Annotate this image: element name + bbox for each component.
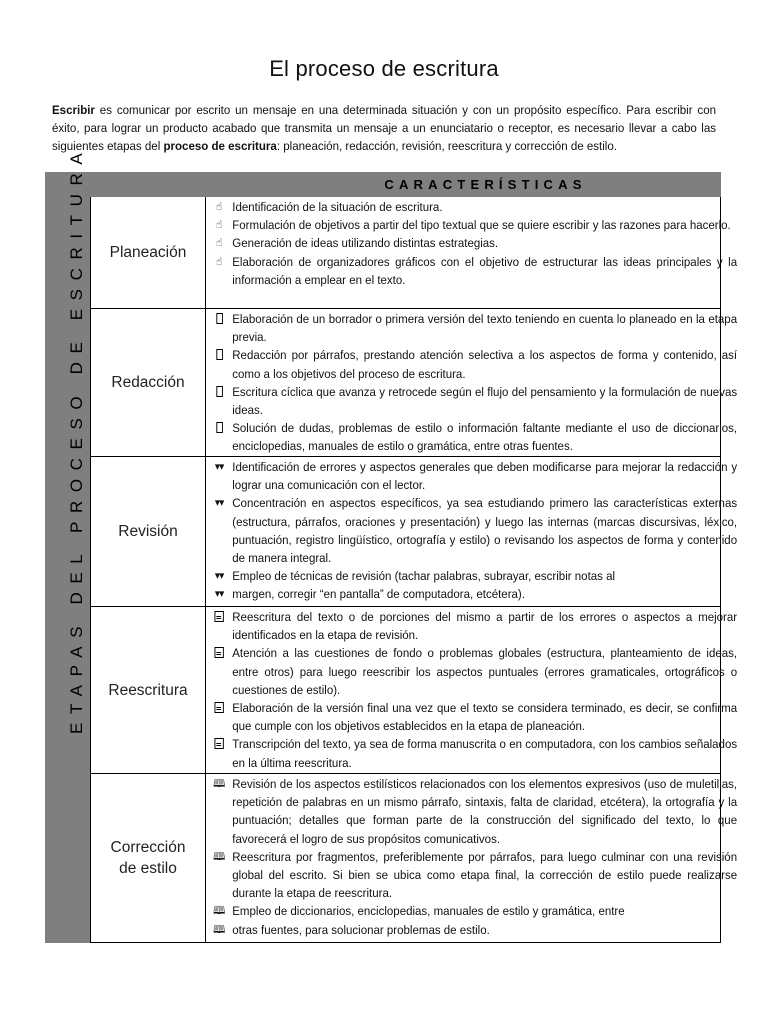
list-item-text: Transcripción del texto, ya sea de forma manuscrita o en computadora, con los cambios señalados en la última reescritura. — [232, 737, 738, 770]
table-row-reescritura — [91, 606, 738, 773]
list-item — [207, 735, 737, 771]
list-item-text: Formulación de objetivos a partir del tipo textual que se quiere escribir y las razones para hacerlo. — [232, 218, 731, 233]
list-item-text: Escritura cíclica que avanza y retrocede según el flujo del pensamiento y la formulación de nuevas ideas. — [232, 384, 738, 418]
stage-name: Revisión — [91, 457, 206, 606]
list-item-text: Redacción por párrafos, prestando atención selectiva a los aspectos de forma y contenido, así como a los objetivos del proceso de escritura. — [232, 348, 738, 381]
list-item-text: margen, corregir “en pantalla” de computadora, etcétera). — [232, 587, 525, 602]
list-item-text: Elaboración de organizadores gráficos con el objetivo de estructurar las ideas principales y la información a emplear en el texto. — [232, 254, 738, 287]
book-icon: 🕮 — [213, 850, 226, 863]
hand-icon: ☝ — [216, 219, 223, 232]
box-icon — [213, 383, 226, 403]
table-row-correccion — [91, 773, 738, 942]
document-icon — [213, 608, 226, 628]
table-row-redaccion — [91, 308, 738, 456]
intro-text-1: es comunicar por escrito un mensaje en una determinada situación y con un propósito específico. Para escribir con éxito, para lograr un producto acabado que transmita un mensaje a un enunciatario o receptor, es necesario llevar a cabo las siguientes etapas del — [52, 103, 717, 154]
list-item-text: Revisión de los aspectos estilísticos relacionados con los elementos expresivos (uso de muletillas, repetición de palabras en un mismo párrafo, sintaxis, falta de claridad, etcétera), la ortografía y la puntuación; detalles que forman parte de la construcción del significado del texto, lo que favorecerá el logro de sus propósitos comunicativos. — [232, 777, 738, 846]
intro-paragraph — [52, 101, 716, 156]
list-item — [207, 458, 737, 494]
document-icon — [213, 699, 226, 719]
hand-icon: ☝ — [216, 201, 223, 213]
list-item — [207, 346, 737, 382]
stage-name: Redacción — [91, 309, 206, 456]
list-item — [207, 253, 737, 289]
list-item-text: otras fuentes, para solucionar problemas de estilo. — [232, 922, 490, 937]
document-icon — [213, 735, 226, 755]
list-item — [207, 216, 737, 234]
list-item — [207, 310, 737, 346]
list-item-text: Solución de dudas, problemas de estilo o información faltante mediante el uso de diccionarios, enciclopedias, manuales de estilo o gramática, entre otras fuentes. — [232, 421, 738, 454]
list-item — [207, 234, 737, 252]
side-band — [45, 144, 90, 943]
list-item-text: Empleo de diccionarios, enciclopedias, manuales de estilo y gramática, entre — [232, 904, 625, 919]
list-item-text: Elaboración de un borrador o primera versión del texto teniendo en cuenta lo planeado en la etapa previa. — [232, 312, 738, 345]
list-item — [207, 494, 737, 567]
list-item-text: Reescritura por fragmentos, preferiblemente por párrafos, para luego culminar con una revisión global del escrito. Si bien se ubica como etapa final, la corrección de estilo puede realizarse durante la etapa de reescritura. — [232, 849, 738, 901]
hand-icon: ☝ — [216, 237, 223, 250]
stage-items — [207, 458, 738, 604]
list-item — [207, 383, 737, 419]
book-icon: 🕮 — [213, 778, 226, 790]
side-label: ETAPAS DEL PROCESO DE ESCRITURA — [67, 144, 86, 734]
eyes-icon: ▾▾ — [214, 461, 224, 473]
list-item — [207, 198, 737, 216]
list-item — [207, 419, 737, 455]
box-icon — [213, 310, 226, 330]
stage-items — [207, 198, 738, 289]
stage-items — [207, 775, 738, 939]
list-item — [207, 567, 737, 585]
page-title: El proceso de escritura — [269, 56, 499, 81]
list-item — [207, 902, 737, 920]
intro-text-2: : planeación, redacción, revisión, reescritura y corrección de estilo. — [276, 139, 617, 154]
intro-bold-escribir: Escribir — [52, 103, 95, 117]
stage-name: Corrección de estilo — [91, 774, 206, 942]
box-icon — [213, 419, 226, 439]
stage-items — [207, 310, 738, 456]
list-item — [207, 775, 737, 848]
list-item — [207, 921, 737, 939]
stage-name: Planeación — [91, 197, 206, 308]
list-item — [207, 585, 737, 603]
list-item — [207, 608, 737, 644]
header-band — [90, 172, 721, 197]
list-item-text: Concentración en aspectos específicos, ya sea estudiando primero las características externas (estructura, párrafos, oraciones y presentación) y luego las internas (marcas discursivas, léxico, puntuación, registro lingüístico, ortografía y estilo) o revisando los aspectos de forma y contenido de manera integral. — [232, 496, 738, 566]
list-item-text: Identificación de la situación de escritura. — [232, 200, 443, 214]
book-icon: 🕮 — [213, 905, 226, 918]
list-item-text: Atención a las cuestiones de fondo o problemas globales (estructura, planteamiento de ideas, entre otros) para luego reescribir los aspectos puntuales (errores gramaticales, ortográficos o cuestiones de estilo). — [232, 646, 738, 697]
hand-icon: ☝ — [216, 255, 223, 268]
table-row-planeacion — [91, 197, 738, 308]
intro-bold-proceso: proceso de escritura — [163, 139, 277, 154]
book-icon: 🕮 — [213, 923, 226, 936]
table-row-revision — [91, 456, 738, 606]
stage-items — [207, 608, 738, 772]
stage-name: Reescritura — [91, 607, 206, 773]
list-item-text: Elaboración de la versión final una vez que el texto se considera terminado, es decir, se confirma que cumple con los objetivos establecidos en la etapa de planeación. — [232, 701, 738, 734]
box-icon — [213, 346, 226, 366]
list-item-text: Generación de ideas utilizando distintas estrategias. — [232, 236, 499, 251]
eyes-icon: ▾▾ — [214, 588, 224, 601]
header-label: CARACTERÍSTICAS — [384, 177, 587, 192]
list-item-text: Identificación de errores y aspectos generales que deben modificarse para mejorar la redacción y lograr una comunicación con el lector. — [232, 460, 738, 493]
list-item-text: Empleo de técnicas de revisión (tachar palabras, subrayar, escribir notas al — [232, 569, 616, 584]
table-grid — [90, 197, 738, 943]
list-item — [207, 644, 737, 699]
eyes-icon: ▾▾ — [214, 497, 224, 510]
list-item-text: Reescritura del texto o de porciones del mismo a partir de los errores o aspectos a mejorar identificados en la etapa de revisión. — [232, 610, 738, 643]
list-item — [207, 699, 737, 735]
document-icon — [213, 644, 226, 664]
eyes-icon: ▾▾ — [214, 570, 224, 583]
list-item — [207, 848, 737, 903]
